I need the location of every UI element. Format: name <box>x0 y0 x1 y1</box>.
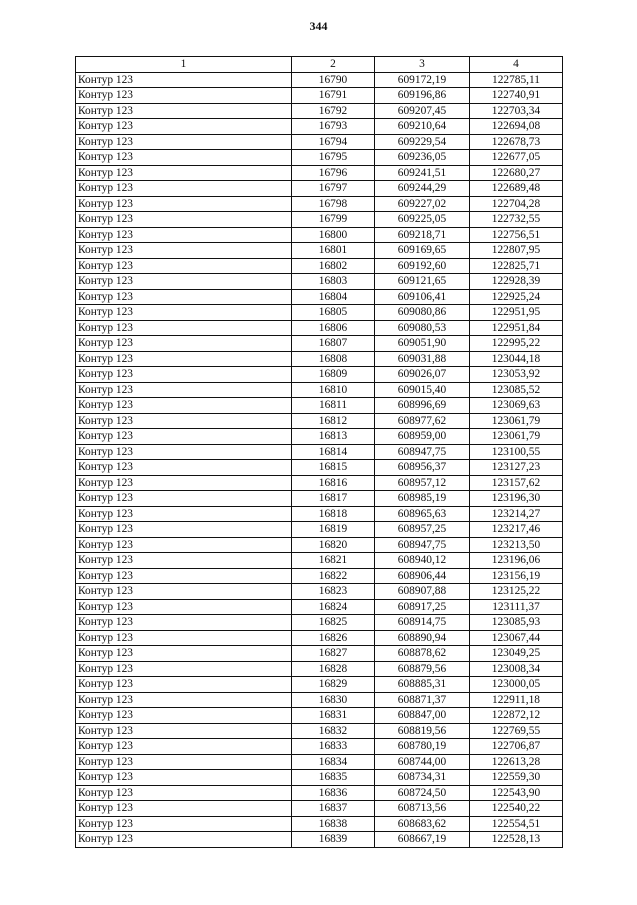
y-coordinate-cell: 123069,63 <box>470 398 563 414</box>
x-coordinate-cell: 608907,88 <box>375 584 470 600</box>
table-row <box>76 584 563 600</box>
contour-name-cell: Контур 123 <box>76 103 292 119</box>
x-coordinate-cell: 608957,12 <box>375 475 470 491</box>
x-coordinate-cell: 608959,00 <box>375 429 470 445</box>
page-number: 344 <box>309 19 328 33</box>
table-row <box>76 723 563 739</box>
contour-name-cell: Контур 123 <box>76 181 292 197</box>
x-coordinate-cell: 608890,94 <box>375 630 470 646</box>
point-number-cell: 16826 <box>292 630 375 646</box>
point-number-cell: 16808 <box>292 351 375 367</box>
x-coordinate-cell: 608878,62 <box>375 646 470 662</box>
table-row <box>76 816 563 832</box>
contour-name-cell: Контур 123 <box>76 723 292 739</box>
contour-name-cell: Контур 123 <box>76 708 292 724</box>
y-coordinate-cell: 123000,05 <box>470 677 563 693</box>
point-number-cell: 16835 <box>292 770 375 786</box>
point-number-cell: 16798 <box>292 196 375 212</box>
y-coordinate-cell: 122951,95 <box>470 305 563 321</box>
x-coordinate-cell: 609207,45 <box>375 103 470 119</box>
y-coordinate-cell: 122706,87 <box>470 739 563 755</box>
table-row <box>76 770 563 786</box>
y-coordinate-cell: 123061,79 <box>470 429 563 445</box>
point-number-cell: 16816 <box>292 475 375 491</box>
contour-name-cell: Контур 123 <box>76 770 292 786</box>
point-number-cell: 16829 <box>292 677 375 693</box>
y-coordinate-cell: 123196,06 <box>470 553 563 569</box>
x-coordinate-cell: 609229,54 <box>375 134 470 150</box>
x-coordinate-cell: 609192,60 <box>375 258 470 274</box>
x-coordinate-cell: 608996,69 <box>375 398 470 414</box>
table-row <box>76 444 563 460</box>
y-coordinate-cell: 123213,50 <box>470 537 563 553</box>
point-number-cell: 16792 <box>292 103 375 119</box>
x-coordinate-cell: 608819,56 <box>375 723 470 739</box>
x-coordinate-cell: 609169,65 <box>375 243 470 259</box>
contour-name-cell: Контур 123 <box>76 584 292 600</box>
x-coordinate-cell: 609210,64 <box>375 119 470 135</box>
x-coordinate-cell: 608917,25 <box>375 599 470 615</box>
y-coordinate-cell: 122543,90 <box>470 785 563 801</box>
point-number-cell: 16800 <box>292 227 375 243</box>
contour-name-cell: Контур 123 <box>76 692 292 708</box>
table-row <box>76 181 563 197</box>
x-coordinate-cell: 608957,25 <box>375 522 470 538</box>
contour-name-cell: Контур 123 <box>76 568 292 584</box>
point-number-cell: 16793 <box>292 119 375 135</box>
table-row <box>76 227 563 243</box>
contour-name-cell: Контур 123 <box>76 212 292 228</box>
table-row <box>76 754 563 770</box>
contour-name-cell: Контур 123 <box>76 522 292 538</box>
header-cell-3: 3 <box>375 57 470 73</box>
x-coordinate-cell: 608914,75 <box>375 615 470 631</box>
x-coordinate-cell: 608744,00 <box>375 754 470 770</box>
contour-name-cell: Контур 123 <box>76 599 292 615</box>
header-cell-2: 2 <box>292 57 375 73</box>
table-row <box>76 88 563 104</box>
table-row <box>76 212 563 228</box>
point-number-cell: 16804 <box>292 289 375 305</box>
table-row <box>76 196 563 212</box>
table-row <box>76 506 563 522</box>
y-coordinate-cell: 123217,46 <box>470 522 563 538</box>
table-row <box>76 460 563 476</box>
x-coordinate-cell: 608885,31 <box>375 677 470 693</box>
x-coordinate-cell: 609236,05 <box>375 150 470 166</box>
table-row <box>76 599 563 615</box>
contour-name-cell: Контур 123 <box>76 227 292 243</box>
y-coordinate-cell: 122554,51 <box>470 816 563 832</box>
table-row <box>76 615 563 631</box>
table-row <box>76 382 563 398</box>
y-coordinate-cell: 122694,08 <box>470 119 563 135</box>
x-coordinate-cell: 608713,56 <box>375 801 470 817</box>
table-row <box>76 351 563 367</box>
point-number-cell: 16828 <box>292 661 375 677</box>
x-coordinate-cell: 608947,75 <box>375 444 470 460</box>
x-coordinate-cell: 609244,29 <box>375 181 470 197</box>
x-coordinate-cell: 608906,44 <box>375 568 470 584</box>
table-row <box>76 537 563 553</box>
table-row <box>76 243 563 259</box>
contour-name-cell: Контур 123 <box>76 491 292 507</box>
header-cell-4: 4 <box>470 57 563 73</box>
table-row <box>76 630 563 646</box>
table-row <box>76 739 563 755</box>
x-coordinate-cell: 609051,90 <box>375 336 470 352</box>
point-number-cell: 16838 <box>292 816 375 832</box>
contour-name-cell: Контур 123 <box>76 460 292 476</box>
point-number-cell: 16814 <box>292 444 375 460</box>
x-coordinate-cell: 608965,63 <box>375 506 470 522</box>
table-row <box>76 72 563 88</box>
y-coordinate-cell: 122678,73 <box>470 134 563 150</box>
contour-name-cell: Контур 123 <box>76 196 292 212</box>
table-row <box>76 258 563 274</box>
y-coordinate-cell: 122756,51 <box>470 227 563 243</box>
contour-name-cell: Контур 123 <box>76 351 292 367</box>
point-number-cell: 16811 <box>292 398 375 414</box>
x-coordinate-cell: 609106,41 <box>375 289 470 305</box>
contour-name-cell: Контур 123 <box>76 336 292 352</box>
point-number-cell: 16802 <box>292 258 375 274</box>
point-number-cell: 16824 <box>292 599 375 615</box>
contour-name-cell: Контур 123 <box>76 243 292 259</box>
table-row <box>76 785 563 801</box>
y-coordinate-cell: 123157,62 <box>470 475 563 491</box>
point-number-cell: 16827 <box>292 646 375 662</box>
y-coordinate-cell: 122807,95 <box>470 243 563 259</box>
contour-name-cell: Контур 123 <box>76 506 292 522</box>
table-row <box>76 832 563 848</box>
x-coordinate-cell: 608683,62 <box>375 816 470 832</box>
point-number-cell: 16823 <box>292 584 375 600</box>
x-coordinate-cell: 608985,19 <box>375 491 470 507</box>
table-row <box>76 661 563 677</box>
table-row <box>76 491 563 507</box>
x-coordinate-cell: 609218,71 <box>375 227 470 243</box>
point-number-cell: 16803 <box>292 274 375 290</box>
contour-name-cell: Контур 123 <box>76 258 292 274</box>
x-coordinate-cell: 609225,05 <box>375 212 470 228</box>
table-row <box>76 801 563 817</box>
contour-name-cell: Контур 123 <box>76 119 292 135</box>
point-number-cell: 16801 <box>292 243 375 259</box>
contour-name-cell: Контур 123 <box>76 72 292 88</box>
x-coordinate-cell: 608847,00 <box>375 708 470 724</box>
point-number-cell: 16807 <box>292 336 375 352</box>
contour-name-cell: Контур 123 <box>76 475 292 491</box>
x-coordinate-cell: 609121,65 <box>375 274 470 290</box>
x-coordinate-cell: 609080,53 <box>375 320 470 336</box>
table-row <box>76 305 563 321</box>
contour-name-cell: Контур 123 <box>76 444 292 460</box>
point-number-cell: 16790 <box>292 72 375 88</box>
point-number-cell: 16815 <box>292 460 375 476</box>
point-number-cell: 16832 <box>292 723 375 739</box>
y-coordinate-cell: 123008,34 <box>470 661 563 677</box>
point-number-cell: 16821 <box>292 553 375 569</box>
x-coordinate-cell: 608879,56 <box>375 661 470 677</box>
table-row <box>76 677 563 693</box>
contour-name-cell: Контур 123 <box>76 305 292 321</box>
table-row <box>76 646 563 662</box>
contour-name-cell: Контур 123 <box>76 413 292 429</box>
y-coordinate-cell: 122704,28 <box>470 196 563 212</box>
point-number-cell: 16831 <box>292 708 375 724</box>
point-number-cell: 16809 <box>292 367 375 383</box>
x-coordinate-cell: 609196,86 <box>375 88 470 104</box>
y-coordinate-cell: 122925,24 <box>470 289 563 305</box>
y-coordinate-cell: 123085,93 <box>470 615 563 631</box>
contour-name-cell: Контур 123 <box>76 615 292 631</box>
x-coordinate-cell: 609172,19 <box>375 72 470 88</box>
point-number-cell: 16805 <box>292 305 375 321</box>
point-number-cell: 16830 <box>292 692 375 708</box>
contour-name-cell: Контур 123 <box>76 150 292 166</box>
contour-name-cell: Контур 123 <box>76 630 292 646</box>
point-number-cell: 16796 <box>292 165 375 181</box>
y-coordinate-cell: 122769,55 <box>470 723 563 739</box>
x-coordinate-cell: 608667,19 <box>375 832 470 848</box>
x-coordinate-cell: 608724,50 <box>375 785 470 801</box>
point-number-cell: 16839 <box>292 832 375 848</box>
y-coordinate-cell: 122740,91 <box>470 88 563 104</box>
x-coordinate-cell: 608734,31 <box>375 770 470 786</box>
x-coordinate-cell: 609026,07 <box>375 367 470 383</box>
x-coordinate-cell: 608947,75 <box>375 537 470 553</box>
table-row <box>76 274 563 290</box>
point-number-cell: 16810 <box>292 382 375 398</box>
contour-name-cell: Контур 123 <box>76 398 292 414</box>
table-row <box>76 150 563 166</box>
table-row <box>76 692 563 708</box>
point-number-cell: 16812 <box>292 413 375 429</box>
point-number-cell: 16833 <box>292 739 375 755</box>
point-number-cell: 16794 <box>292 134 375 150</box>
point-number-cell: 16837 <box>292 801 375 817</box>
table-row <box>76 475 563 491</box>
y-coordinate-cell: 122928,39 <box>470 274 563 290</box>
contour-name-cell: Контур 123 <box>76 320 292 336</box>
y-coordinate-cell: 123214,27 <box>470 506 563 522</box>
contour-name-cell: Контур 123 <box>76 646 292 662</box>
y-coordinate-cell: 122825,71 <box>470 258 563 274</box>
table-row <box>76 553 563 569</box>
x-coordinate-cell: 608956,37 <box>375 460 470 476</box>
y-coordinate-cell: 123196,30 <box>470 491 563 507</box>
point-number-cell: 16791 <box>292 88 375 104</box>
contour-name-cell: Контур 123 <box>76 134 292 150</box>
y-coordinate-cell: 123156,19 <box>470 568 563 584</box>
x-coordinate-cell: 609227,02 <box>375 196 470 212</box>
y-coordinate-cell: 122689,48 <box>470 181 563 197</box>
table-row <box>76 568 563 584</box>
y-coordinate-cell: 123053,92 <box>470 367 563 383</box>
contour-name-cell: Контур 123 <box>76 785 292 801</box>
x-coordinate-cell: 608977,62 <box>375 413 470 429</box>
contour-name-cell: Контур 123 <box>76 289 292 305</box>
y-coordinate-cell: 122703,34 <box>470 103 563 119</box>
x-coordinate-cell: 608780,19 <box>375 739 470 755</box>
y-coordinate-cell: 122911,18 <box>470 692 563 708</box>
x-coordinate-cell: 609031,88 <box>375 351 470 367</box>
table-row <box>76 429 563 445</box>
table-row <box>76 413 563 429</box>
point-number-cell: 16797 <box>292 181 375 197</box>
table-row <box>76 165 563 181</box>
contour-name-cell: Контур 123 <box>76 274 292 290</box>
y-coordinate-cell: 123100,55 <box>470 444 563 460</box>
point-number-cell: 16820 <box>292 537 375 553</box>
table-body <box>76 72 563 847</box>
contour-name-cell: Контур 123 <box>76 553 292 569</box>
table-row <box>76 103 563 119</box>
point-number-cell: 16834 <box>292 754 375 770</box>
table-row <box>76 398 563 414</box>
point-number-cell: 16836 <box>292 785 375 801</box>
x-coordinate-cell: 609015,40 <box>375 382 470 398</box>
table-row <box>76 522 563 538</box>
y-coordinate-cell: 123111,37 <box>470 599 563 615</box>
table-row <box>76 320 563 336</box>
x-coordinate-cell: 608871,37 <box>375 692 470 708</box>
y-coordinate-cell: 122540,22 <box>470 801 563 817</box>
y-coordinate-cell: 123044,18 <box>470 351 563 367</box>
y-coordinate-cell: 122995,22 <box>470 336 563 352</box>
x-coordinate-cell: 609080,86 <box>375 305 470 321</box>
contour-name-cell: Контур 123 <box>76 801 292 817</box>
contour-name-cell: Контур 123 <box>76 537 292 553</box>
x-coordinate-cell: 608940,12 <box>375 553 470 569</box>
y-coordinate-cell: 122680,27 <box>470 165 563 181</box>
table-row <box>76 708 563 724</box>
contour-name-cell: Контур 123 <box>76 816 292 832</box>
point-number-cell: 16825 <box>292 615 375 631</box>
table-row <box>76 134 563 150</box>
contour-name-cell: Контур 123 <box>76 739 292 755</box>
contour-name-cell: Контур 123 <box>76 429 292 445</box>
y-coordinate-cell: 122528,13 <box>470 832 563 848</box>
table-row <box>76 336 563 352</box>
contour-name-cell: Контур 123 <box>76 88 292 104</box>
point-number-cell: 16822 <box>292 568 375 584</box>
table-header-row <box>76 57 563 73</box>
y-coordinate-cell: 122732,55 <box>470 212 563 228</box>
table-row <box>76 119 563 135</box>
table-row <box>76 289 563 305</box>
contour-name-cell: Контур 123 <box>76 661 292 677</box>
y-coordinate-cell: 122872,12 <box>470 708 563 724</box>
y-coordinate-cell: 123061,79 <box>470 413 563 429</box>
contour-name-cell: Контур 123 <box>76 165 292 181</box>
contour-name-cell: Контур 123 <box>76 754 292 770</box>
header-cell-1: 1 <box>76 57 292 73</box>
x-coordinate-cell: 609241,51 <box>375 165 470 181</box>
point-number-cell: 16819 <box>292 522 375 538</box>
contour-name-cell: Контур 123 <box>76 382 292 398</box>
coordinates-table <box>75 56 563 848</box>
contour-name-cell: Контур 123 <box>76 367 292 383</box>
y-coordinate-cell: 122785,11 <box>470 72 563 88</box>
table-row <box>76 367 563 383</box>
point-number-cell: 16818 <box>292 506 375 522</box>
y-coordinate-cell: 123049,25 <box>470 646 563 662</box>
point-number-cell: 16806 <box>292 320 375 336</box>
y-coordinate-cell: 123067,44 <box>470 630 563 646</box>
y-coordinate-cell: 123125,22 <box>470 584 563 600</box>
y-coordinate-cell: 122677,05 <box>470 150 563 166</box>
y-coordinate-cell: 122613,28 <box>470 754 563 770</box>
point-number-cell: 16817 <box>292 491 375 507</box>
y-coordinate-cell: 122559,30 <box>470 770 563 786</box>
point-number-cell: 16799 <box>292 212 375 228</box>
y-coordinate-cell: 123127,23 <box>470 460 563 476</box>
contour-name-cell: Контур 123 <box>76 677 292 693</box>
point-number-cell: 16813 <box>292 429 375 445</box>
y-coordinate-cell: 123085,52 <box>470 382 563 398</box>
point-number-cell: 16795 <box>292 150 375 166</box>
y-coordinate-cell: 122951,84 <box>470 320 563 336</box>
contour-name-cell: Контур 123 <box>76 832 292 848</box>
